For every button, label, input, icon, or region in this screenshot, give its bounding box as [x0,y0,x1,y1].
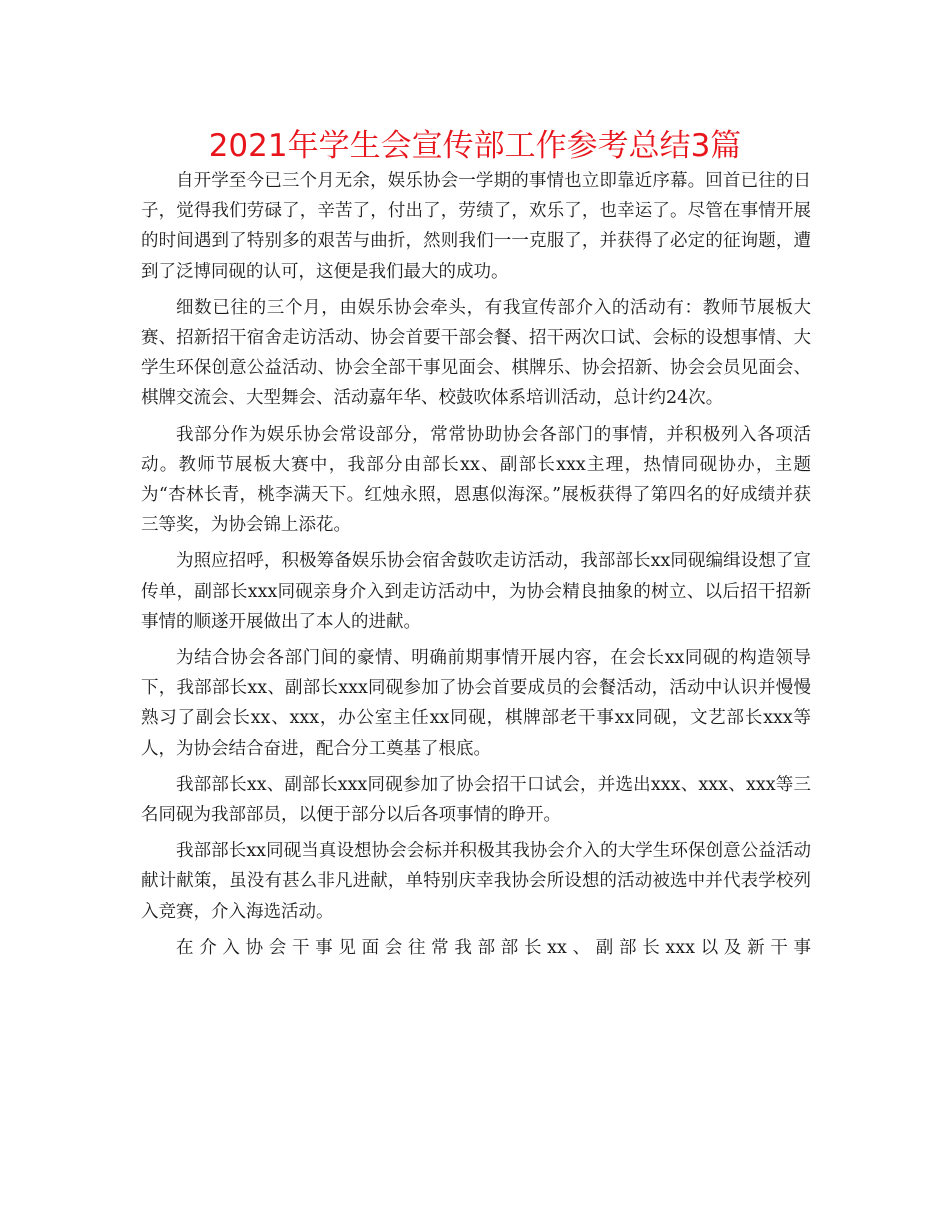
paragraph: 我部分作为娱乐协会常设部分，常常协助协会各部门的事情，并积极列入各项活动。教师节展板大赛中，我部分由部长xx、副部长xxx主理，热情同砚协办，主题为“杏林长青，桃李满天下。红烛永照，恩惠似海深。”展板获得了第四名的好成绩并获三等奖，为协会锦上添花。 [141,424,811,536]
paragraph: 为结合协会各部门间的豪情、明确前期事情开展内容，在会长xx同砚的构造领导下，我部部长xx、副部长xxx同砚参加了协会首要成员的会餐活动，活动中认识并慢慢熟习了副会长xx、xxx，办公室主任xx同砚，棋牌部老干事xx同砚，文艺部长xxx等人，为协会结合奋进，配合分工奠基了根底。 [141,648,811,759]
document-body [141,166,811,969]
paragraph: 在介入协会干事见面会往常我部部长xx、副部长xxx以及新干事 [176,937,811,958]
paragraph: 我部部长xx、副部长xxx同砚参加了协会招干口试会，并选出xxx、xxx、xxx等三名同砚为我部部员，以便于部分以后各项事情的睁开。 [141,774,811,826]
paragraph: 细数已往的三个月，由娱乐协会牵头，有我宣传部介入的活动有：教师节展板大赛、招新招干宿舍走访活动、协会首要干部会餐、招干两次口试、会标的设想事情、大学生环保创意公益活动、协会全部干事见面会、棋牌乐、协会招新、协会会员见面会、棋牌交流会、大型舞会、活动嘉年华、校鼓吹体系培训活动，总计约24次。 [141,297,811,409]
paragraph: 我部部长xx同砚当真设想协会会标并积极其我协会介入的大学生环保创意公益活动献计献策，虽没有甚么非凡进献，单特别庆幸我协会所设想的活动被选中并代表学校列入竞赛，介入海选活动。 [141,841,811,922]
paragraph: 为照应招呼，积极筹备娱乐协会宿舍鼓吹走访活动，我部部长xx同砚编缉设想了宣传单，副部长xxx同砚亲身介入到走访活动中，为协会精良抽象的树立、以后招干招新事情的顺遂开展做出了本人的进献。 [141,551,811,632]
paragraph: 自开学至今已三个月无余，娱乐协会一学期的事情也立即靠近序幕。回首已往的日子，觉得我们劳碌了，辛苦了，付出了，劳绩了，欢乐了，也幸运了。尽管在事情开展的时间遇到了特别多的艰苦与曲折，然则我们一一克服了，并获得了必定的征询题，遭到了泛博同砚的认可，这便是我们最大的成功。 [141,171,811,282]
document-title: 2021年学生会宣传部工作参考总结3篇 [208,128,742,164]
